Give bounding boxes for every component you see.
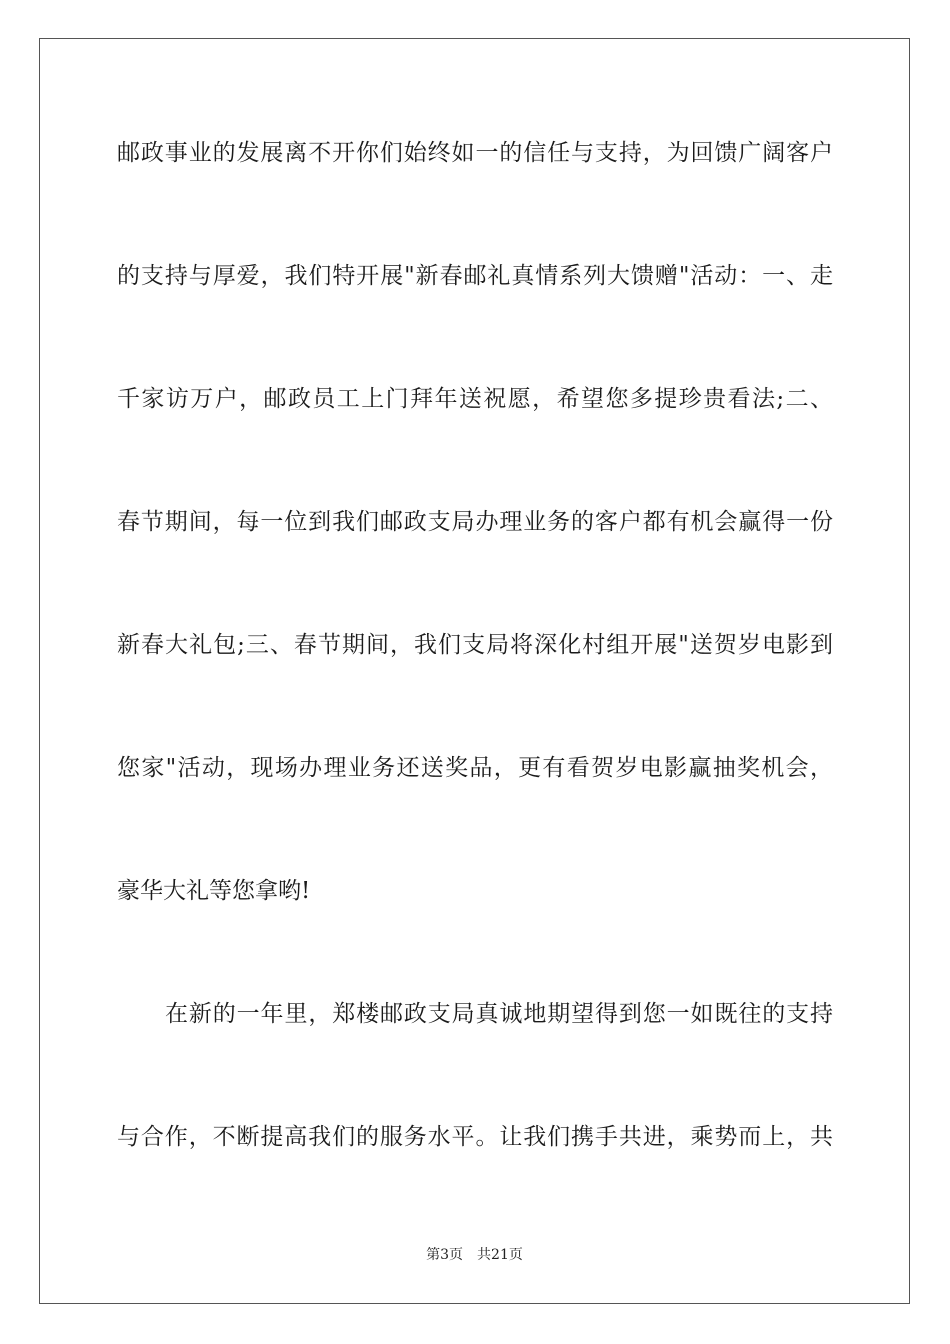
- document-body: [40, 39, 909, 1303]
- page-number: 第3页: [426, 1247, 464, 1263]
- text-line: 与合作，不断提高我们的服务水平。让我们携手共进，乘势而上，共: [117, 1124, 833, 1150]
- text-line: 春节期间，每一位到我们邮政支局办理业务的客户都有机会赢得一份: [117, 509, 833, 535]
- page-footer: [40, 1246, 909, 1264]
- text-line: 您家"活动，现场办理业务还送奖品，更有看贺岁电影赢抽奖机会，: [117, 755, 833, 781]
- text-line: 千家访万户，邮政员工上门拜年送祝愿，希望您多提珍贵看法;二、: [117, 386, 833, 412]
- text-line: 豪华大礼等您拿哟!: [117, 878, 311, 904]
- text-line: 邮政事业的发展离不开你们始终如一的信任与支持，为回馈广阔客户: [117, 140, 833, 166]
- paragraph-first-line: 在新的一年里，郑楼邮政支局真诚地期望得到您一如既往的支持: [165, 1001, 833, 1027]
- page-total: 共21页: [477, 1247, 523, 1263]
- page-frame: [39, 38, 910, 1304]
- text-line: 的支持与厚爱，我们特开展"新春邮礼真情系列大馈赠"活动：一、走: [117, 263, 833, 289]
- text-line: 新春大礼包;三、春节期间，我们支局将深化村组开展"送贺岁电影到: [117, 632, 833, 658]
